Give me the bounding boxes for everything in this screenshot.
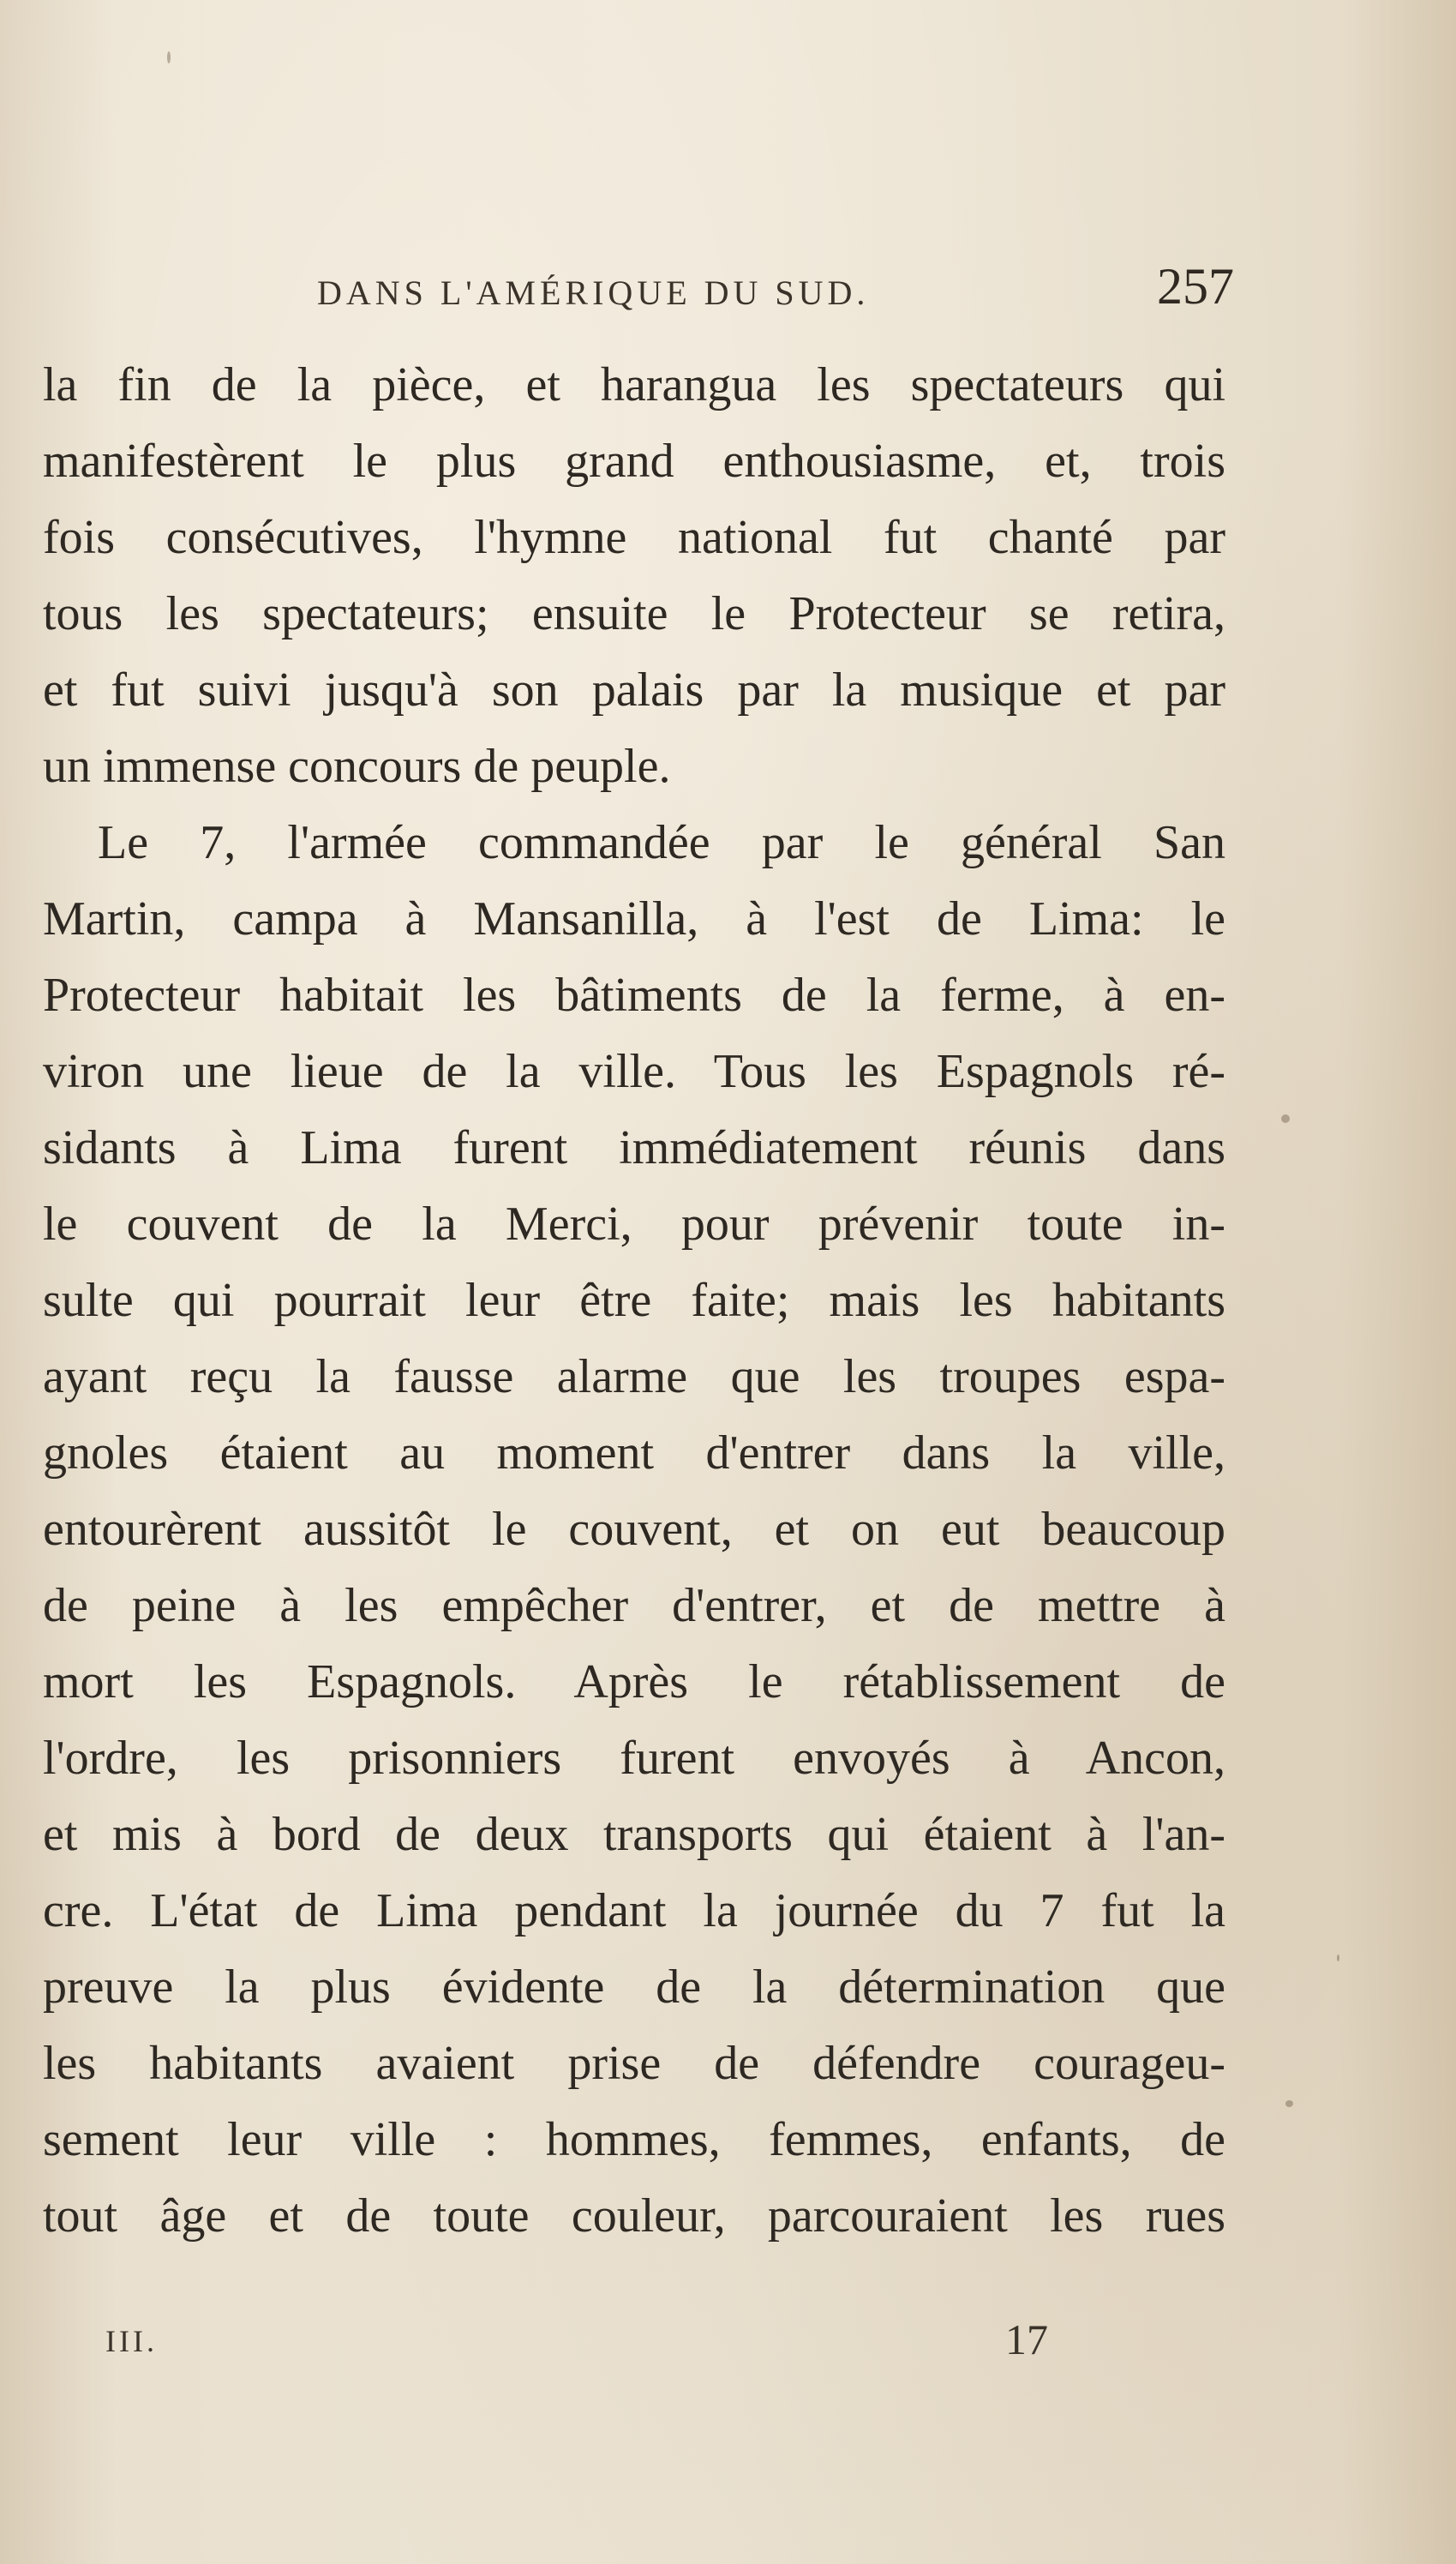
foxing-speck xyxy=(1281,1114,1290,1123)
body-text xyxy=(43,347,1225,2255)
text-line: preuve la plus évidente de la détermination que xyxy=(43,1961,1225,2014)
text-line: sulte qui pourrait leur être faite; mais les habitants xyxy=(43,1274,1225,1327)
text-line: entourèrent aussitôt le couvent, et on eut beaucoup xyxy=(43,1503,1225,1556)
signature-mark: III. xyxy=(105,2324,158,2358)
page-number: 257 xyxy=(1157,258,1234,315)
text-line: un immense concours de peuple. xyxy=(43,740,671,793)
running-head: DANS L'AMÉRIQUE DU SUD. xyxy=(317,273,870,312)
text-line: manifestèrent le plus grand enthousiasme, et, trois xyxy=(43,435,1225,488)
text-line: l'ordre, les prisonniers furent envoyés à Ancon, xyxy=(43,1732,1225,1785)
text-line: tous les spectateurs; ensuite le Protecteur se retira, xyxy=(43,587,1225,640)
foxing-speck xyxy=(1337,1955,1339,1961)
text-line: Martin, campa à Mansanilla, à l'est de Lima: le xyxy=(43,892,1225,946)
text-line: la fin de la pièce, et harangua les spectateurs qui xyxy=(43,358,1225,411)
text-line: mort les Espagnols. Après le rétablissement de xyxy=(43,1655,1225,1708)
text-line: Protecteur habitait les bâtiments de la ferme, à en- xyxy=(43,969,1225,1022)
page-footer xyxy=(0,2315,1456,2375)
foxing-speck xyxy=(167,51,171,63)
text-line: et fut suivi jusqu'à son palais par la musique et par xyxy=(43,664,1225,717)
text-line: gnoles étaient au moment d'entrer dans la ville, xyxy=(43,1426,1225,1480)
sheet-number: 17 xyxy=(1005,2315,1048,2363)
text-line: de peine à les empêcher d'entrer, et de mettre à xyxy=(43,1579,1225,1632)
paragraph-start-line: Le 7, l'armée commandée par le général San xyxy=(98,816,1225,869)
text-line: sidants à Lima furent immédiatement réunis dans xyxy=(43,1121,1225,1174)
text-line: ayant reçu la fausse alarme que les troupes espa- xyxy=(43,1350,1225,1403)
text-line: cre. L'état de Lima pendant la journée du 7 fut la xyxy=(43,1884,1225,1937)
text-line: et mis à bord de deux transports qui étaient à l'an- xyxy=(43,1808,1225,1861)
foxing-speck xyxy=(1285,2100,1293,2107)
text-line: le couvent de la Merci, pour prévenir toute in- xyxy=(43,1198,1225,1251)
text-line: fois consécutives, l'hymne national fut chanté par xyxy=(43,511,1225,564)
text-line: sement leur ville : hommes, femmes, enfants, de xyxy=(43,2113,1225,2166)
page-header xyxy=(317,257,1234,326)
text-line: les habitants avaient prise de défendre courageu- xyxy=(43,2037,1225,2090)
text-line: viron une lieue de la ville. Tous les Espagnols ré- xyxy=(43,1045,1225,1098)
text-line: tout âge et de toute couleur, parcouraient les rues xyxy=(43,2189,1225,2243)
